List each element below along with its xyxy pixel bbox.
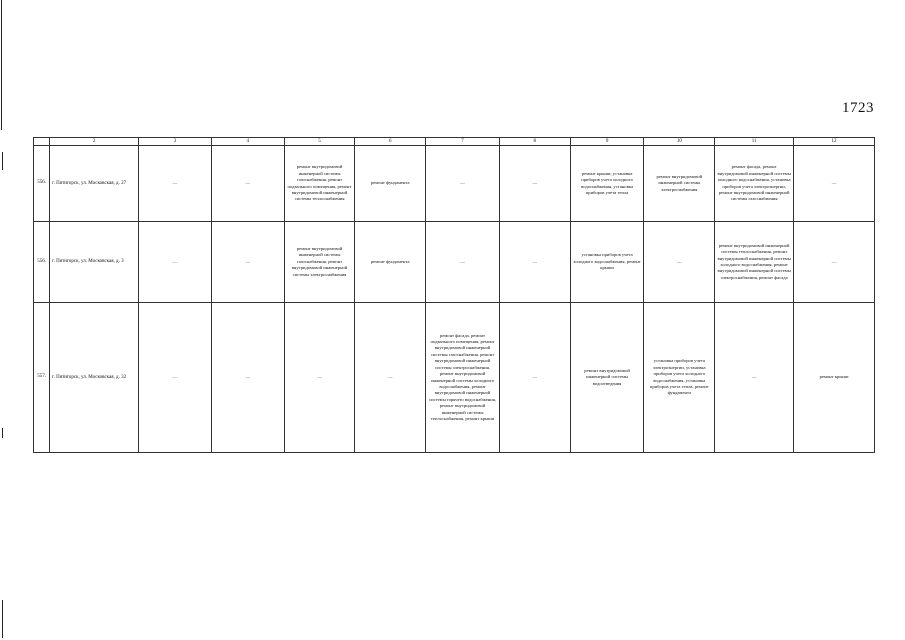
row-index: 557. bbox=[34, 303, 50, 453]
row-address: г. Пятигорск, ул. Московская, д. 32 bbox=[50, 303, 139, 453]
table-cell: — bbox=[211, 222, 284, 303]
column-header: 2 bbox=[50, 138, 139, 146]
table-cell: ремонт внутридомовой инженерной системы электроснабжения bbox=[644, 146, 715, 222]
row-address: г. Пятигорск, ул. Московская, д. 3 bbox=[50, 222, 139, 303]
table-cell: ремонт крыши bbox=[794, 303, 875, 453]
table-cell: — bbox=[139, 146, 212, 222]
table-cell: — bbox=[794, 222, 875, 303]
column-header: 3 bbox=[139, 138, 212, 146]
table-header-row bbox=[34, 138, 875, 146]
table-cell: ремонт фасада, ремонт подвального помещения, ремонт внутридомовой инженерной системы газоснабжения, ремонт внутридомовой инженерной системы электроснабжения, ремонт внутридомовой инженерной системы холодного водоснабжения, ремонт внутридомовой инженерной системы горячего водоснабжения, ремонт внутридомовой инженерной системы теплоснабжения, ремонт крыши bbox=[426, 303, 500, 453]
table-cell: ремонт крыши, установка приборов учета холодного водоснабжения, установка приборов учета тепла bbox=[570, 146, 644, 222]
column-header: 5 bbox=[284, 138, 355, 146]
table-cell: ремонт фундамента bbox=[355, 222, 426, 303]
page-number: 1723 bbox=[842, 100, 874, 116]
table-cell: — bbox=[139, 303, 212, 453]
table-cell: — bbox=[644, 222, 715, 303]
table-cell: — bbox=[426, 146, 500, 222]
table-cell: — bbox=[499, 146, 570, 222]
scan-edge-mark bbox=[2, 152, 3, 170]
column-header: 11 bbox=[715, 138, 794, 146]
table-cell: ремонт внутридомовой инженерной системы теплоснабжения, ремонт внутридомовой инженерной системы холодного водоснабжения, ремонт внутридомовой инженерной системы электроснабжения, ремонт фасада bbox=[715, 222, 794, 303]
table-cell: установка приборов учета холодного водоснабжения, ремонт крыши bbox=[570, 222, 644, 303]
table-cell: ремонт внутридомовой инженерной системы газоснабжения, ремонт внутридомовой инженерной системы электроснабжения bbox=[284, 222, 355, 303]
scan-edge-mark bbox=[2, 428, 3, 438]
table-cell: ремонт внутридомовой инженерной системы газоснабжения, ремонт подвального помещения, ремонт внутридомовой инженерной системы теплоснабжения bbox=[284, 146, 355, 222]
column-header: 9 bbox=[570, 138, 644, 146]
column-header: 4 bbox=[211, 138, 284, 146]
table-cell: — bbox=[426, 222, 500, 303]
table-cell: — bbox=[499, 303, 570, 453]
row-index: 556. bbox=[34, 222, 50, 303]
column-header: 10 bbox=[644, 138, 715, 146]
table-cell: — bbox=[139, 222, 212, 303]
repair-schedule-table bbox=[33, 137, 875, 453]
table-cell: — bbox=[355, 303, 426, 453]
row-address: г. Пятигорск, ул. Московская, д. 27 bbox=[50, 146, 139, 222]
table-row bbox=[34, 303, 875, 453]
table-cell: ремонт фундамента bbox=[355, 146, 426, 222]
row-index: 556. bbox=[34, 146, 50, 222]
table-cell: ремонт внутридомовой инженерной системы водоотведения bbox=[570, 303, 644, 453]
table-cell: — bbox=[211, 146, 284, 222]
table-cell: — bbox=[499, 222, 570, 303]
scan-edge-mark bbox=[1, 0, 2, 130]
table-cell: ремонт фасада, ремонт внутридомовой инженерной системы холодного водоснабжения, установка приборов учета электроэнергии, ремонт внутридомовой инженерной системы газоснабжения bbox=[715, 146, 794, 222]
column-header: 7 bbox=[426, 138, 500, 146]
table-cell: установка приборов учета электроэнергии, установка приборов учета холодного водоснабжения, установка приборов учета тепла, ремонт фундамента bbox=[644, 303, 715, 453]
column-header: 8 bbox=[499, 138, 570, 146]
column-header: 6 bbox=[355, 138, 426, 146]
scan-edge-mark bbox=[2, 600, 3, 638]
table-cell: — bbox=[211, 303, 284, 453]
column-header: 12 bbox=[794, 138, 875, 146]
table-cell: — bbox=[715, 303, 794, 453]
table-row bbox=[34, 222, 875, 303]
table-cell: — bbox=[284, 303, 355, 453]
table-row bbox=[34, 146, 875, 222]
table-cell: — bbox=[794, 146, 875, 222]
column-header bbox=[34, 138, 50, 146]
